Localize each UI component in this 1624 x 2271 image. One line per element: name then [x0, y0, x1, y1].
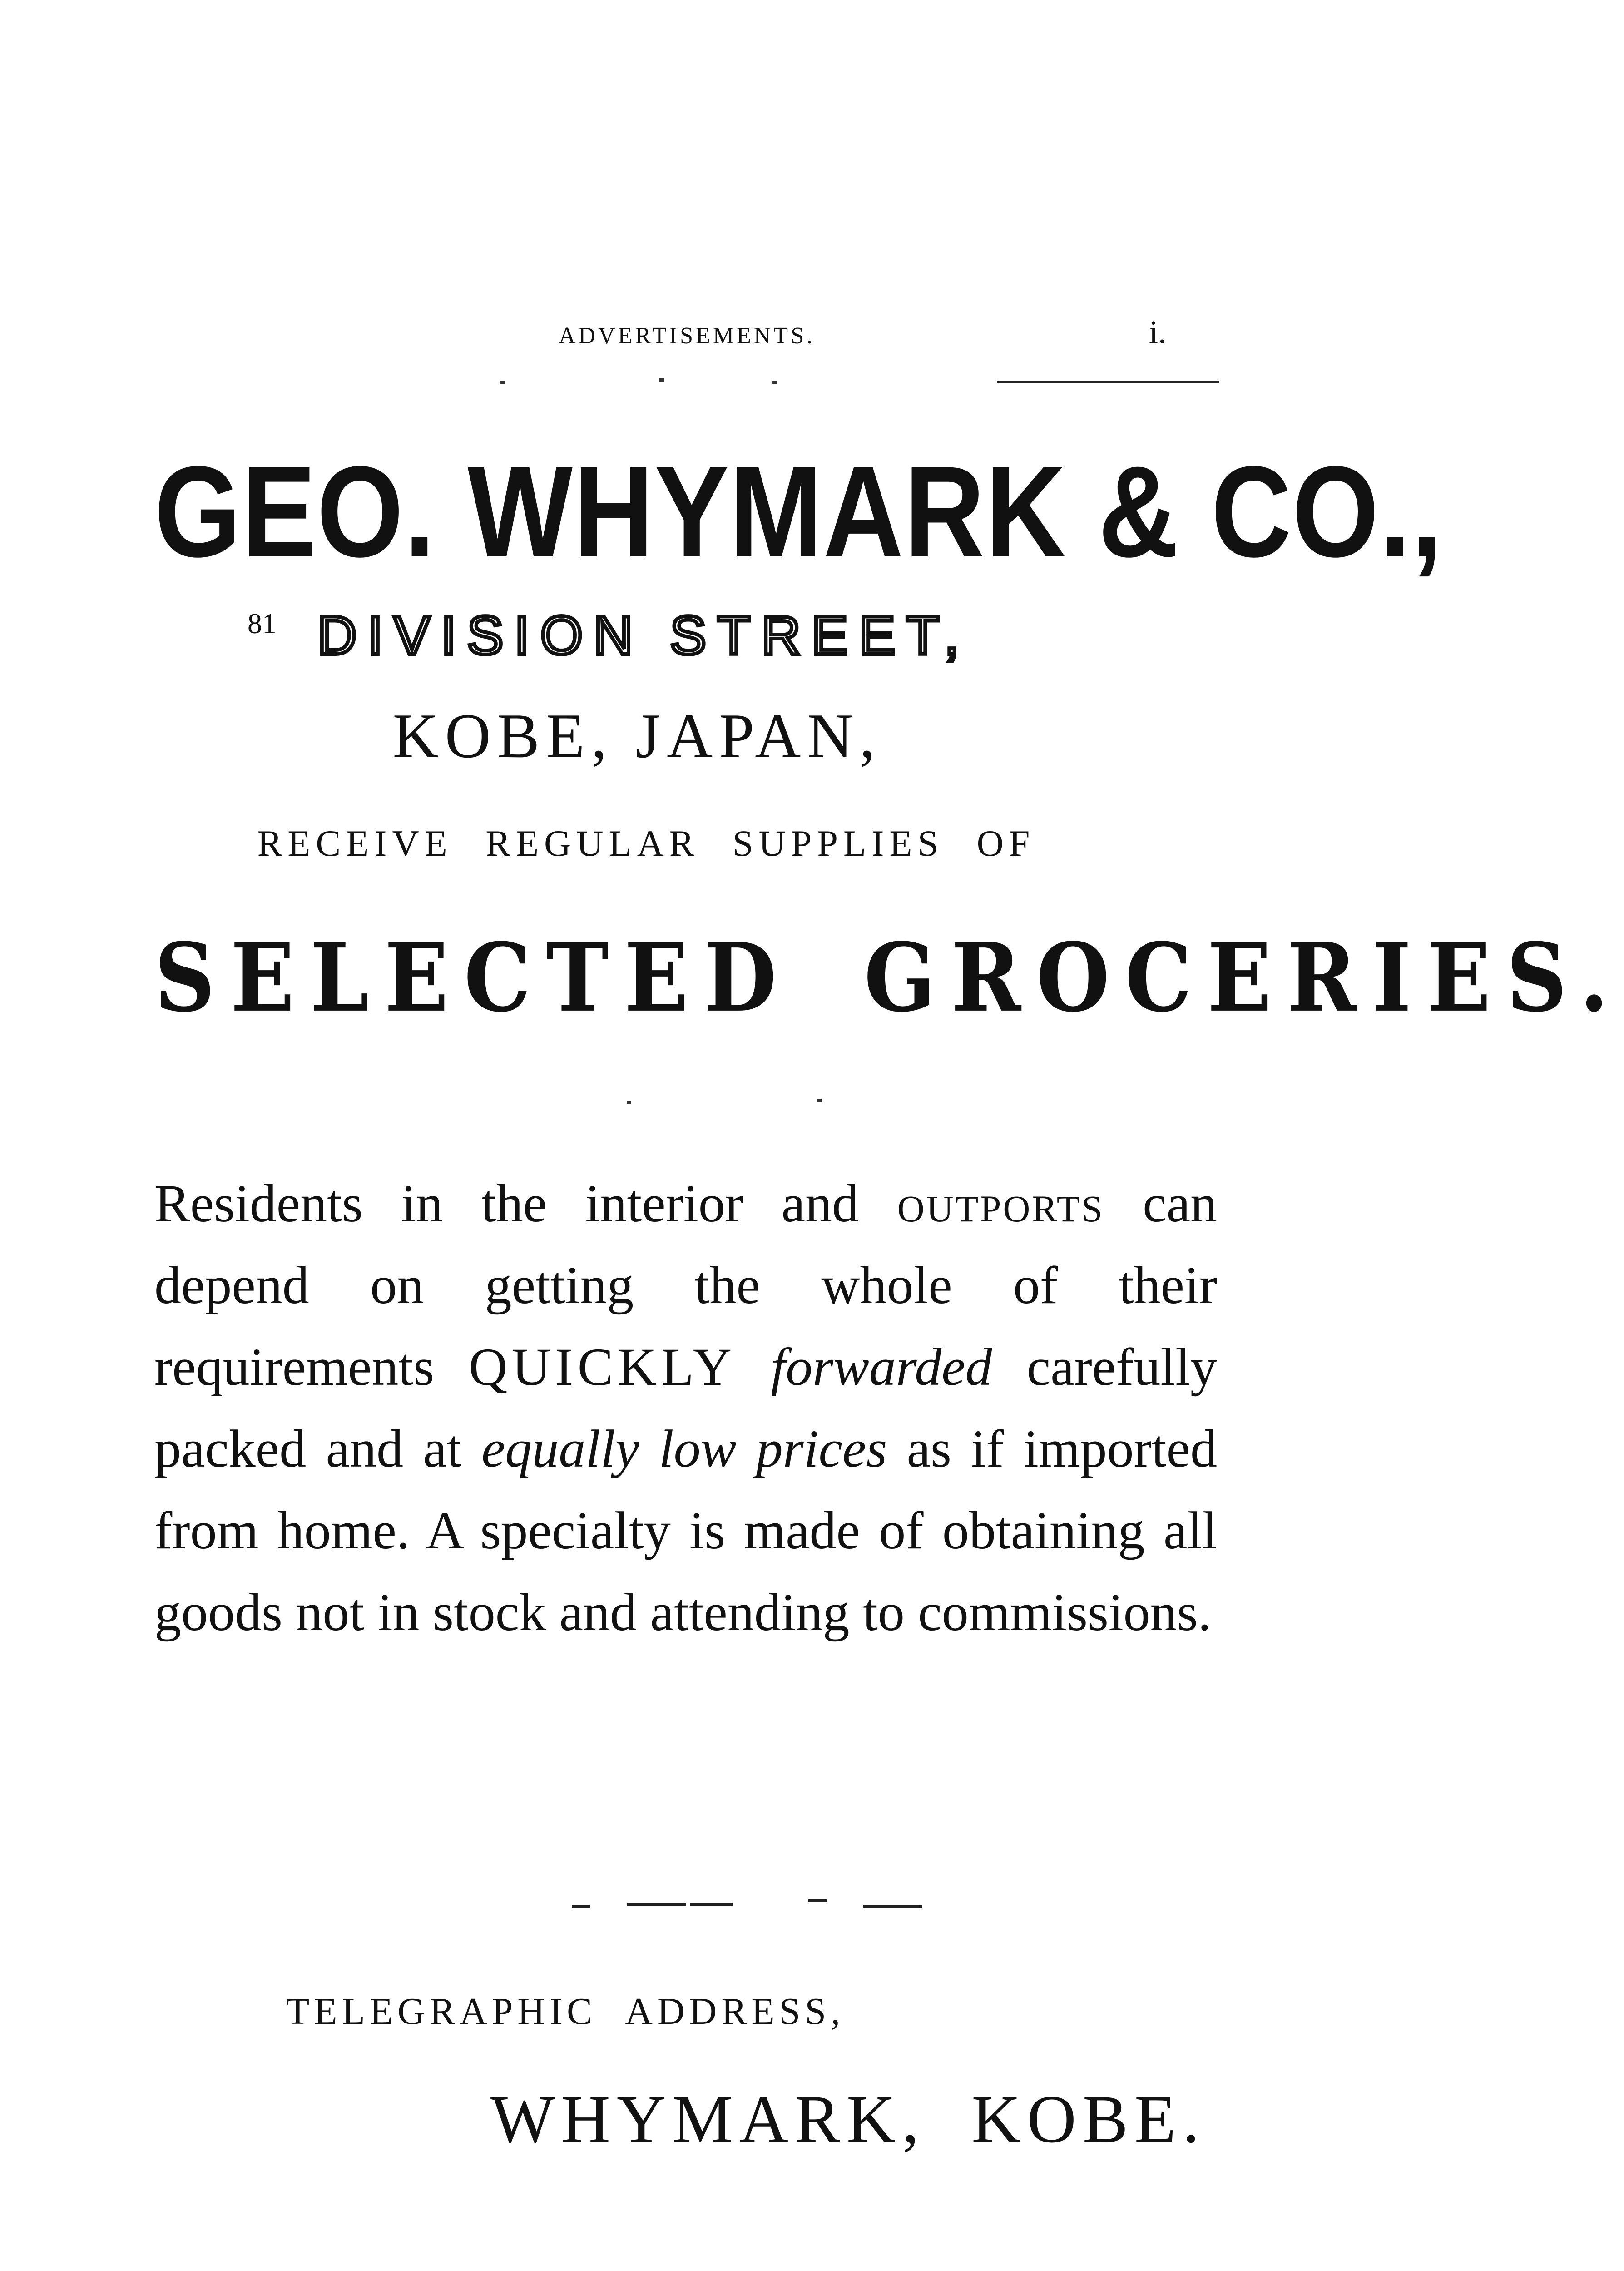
separator-dash: [690, 1903, 733, 1906]
body-text-run: as if imported from home. A specialty is made of obtaining all goods not in stock and attending to commissions.: [154, 1419, 1217, 1642]
body-text-smallcaps: outports: [897, 1174, 1104, 1233]
ink-speck: [817, 1099, 822, 1102]
firm-name: GEO. WHYMARK & CO.,: [154, 440, 1443, 584]
header-rule: [997, 381, 1219, 383]
ink-speck: [500, 381, 505, 384]
body-text-italic: forwarded: [771, 1337, 992, 1397]
separator-dash: [627, 1903, 686, 1906]
telegraphic-label: TELEGRAPHIC ADDRESS,: [286, 1990, 845, 2033]
body-text-run: can depend on getting the whole of their requirements: [154, 1174, 1217, 1397]
ink-speck: [627, 1101, 631, 1104]
tagline: RECEIVE REGULAR SUPPLIES OF: [257, 823, 1035, 864]
page-number: i.: [1149, 314, 1167, 350]
body-text-caps: QUICKLY: [469, 1337, 737, 1397]
body-text-italic: equally low prices: [481, 1419, 887, 1478]
product-heading: SELECTED GROCERIES.: [154, 922, 1624, 1033]
ink-speck: [772, 381, 777, 384]
ink-speck: [659, 378, 664, 382]
city-line: KOBE, JAPAN,: [392, 701, 882, 771]
body-paragraph: [154, 1163, 1217, 1653]
street-number: 81: [248, 607, 277, 640]
running-head: ADVERTISEMENTS.: [559, 323, 815, 349]
street-address: [248, 604, 1156, 667]
telegraphic-address: WHYMARK, KOBE.: [490, 2082, 1206, 2157]
body-text-run: carefully packed and at: [154, 1337, 1218, 1478]
separator-dash: [863, 1905, 922, 1908]
separator-dash: [808, 1899, 827, 1902]
street-name: DIVISION STREET,: [317, 605, 970, 666]
body-text-run: Residents in the interior and: [154, 1174, 897, 1233]
body-text-run: [736, 1337, 771, 1397]
separator-dash: [572, 1905, 590, 1908]
